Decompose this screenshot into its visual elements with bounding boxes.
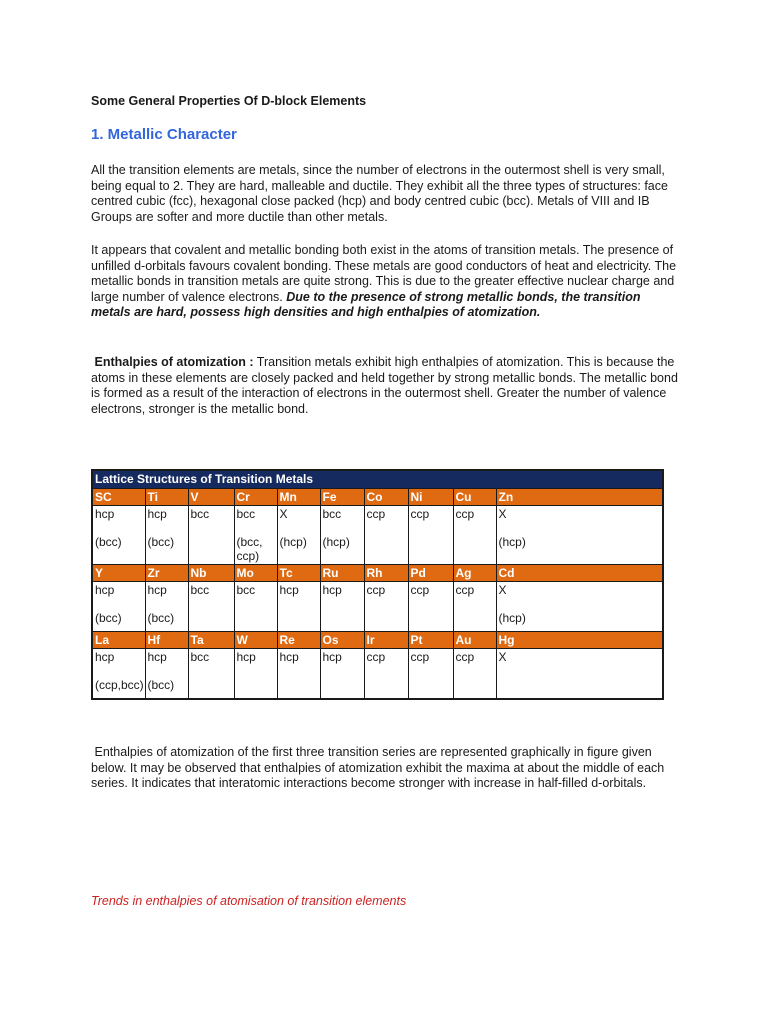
structure-cell <box>364 506 408 565</box>
element-symbol-cell: Au <box>453 632 496 649</box>
primary-structure: ccp <box>410 650 430 664</box>
structure-cell <box>496 649 663 700</box>
element-symbol-cell: Hg <box>496 632 663 649</box>
alternate-structure: (bcc) <box>147 535 175 549</box>
element-symbol-cell: Rh <box>364 565 408 582</box>
table-title-row <box>92 470 663 489</box>
paragraph-enthalpies-graph-text: Enthalpies of atomization of the first three transition series are represented graphically in figure given below. It may be observed that enthalpies of atomization exhibit the maxima at about the middle of each series. It indicates that interatomic interactions become stronger with increase in half-filled d-orbitals. <box>91 745 665 790</box>
primary-structure: ccp <box>410 583 430 597</box>
structure-cell <box>277 582 320 632</box>
structure-row <box>92 506 663 565</box>
element-symbol-cell: Cd <box>496 565 663 582</box>
primary-structure: hcp <box>147 507 167 521</box>
paragraph-bonding <box>91 243 679 321</box>
element-symbol-cell: Co <box>364 489 408 506</box>
structure-cell <box>364 649 408 700</box>
primary-structure: ccp <box>455 583 475 597</box>
paragraph-enthalpies-graph <box>91 745 679 792</box>
alternate-structure: (hcp) <box>279 535 307 549</box>
structure-row <box>92 649 663 700</box>
structure-cell <box>145 506 188 565</box>
element-symbol-cell: Zr <box>145 565 188 582</box>
structure-cell <box>408 649 453 700</box>
structure-cell <box>320 506 364 565</box>
structure-cell <box>453 506 496 565</box>
structure-cell <box>408 582 453 632</box>
element-symbol-cell: Pd <box>408 565 453 582</box>
primary-structure: hcp <box>147 583 167 597</box>
element-symbol-cell: Ir <box>364 632 408 649</box>
primary-structure: hcp <box>147 650 167 664</box>
primary-structure: X <box>279 507 288 521</box>
paragraph-bonding-text: It appears that covalent and metallic bonding both exist in the atoms of transition metals. The presence of unfilled d-orbitals favours covalent bonding. These metals are good conductors of heat and electricity. The metallic bonds in transition metals are quite strong. This is due to the greater effective nuclear charge and large number of valence electrons. <box>91 243 677 304</box>
primary-structure: hcp <box>95 650 115 664</box>
element-symbol-cell: Zn <box>496 489 663 506</box>
primary-structure: ccp <box>366 650 386 664</box>
structure-cell <box>234 582 277 632</box>
paragraph-bonding-emphasis: Due to the presence of strong metallic bonds, the transition metals are hard, possess high densities and high enthalpies of atomization. <box>91 289 641 319</box>
element-symbol-cell: Nb <box>188 565 234 582</box>
primary-structure: hcp <box>279 583 299 597</box>
primary-structure: hcp <box>95 507 115 521</box>
element-symbol-cell: Cr <box>234 489 277 506</box>
alternate-structure: (hcp) <box>498 611 526 625</box>
primary-structure: ccp <box>410 507 430 521</box>
alternate-structure: (bcc, ccp) <box>236 535 263 563</box>
element-symbol-cell: Os <box>320 632 364 649</box>
element-symbol-cell: Mo <box>234 565 277 582</box>
paragraph-metals-structures: All the transition elements are metals, since the number of electrons in the outermost shell is very small, being equal to 2. They are hard, malleable and ductile. They exhibit all the three types of structures: face centred cubic (fcc), hexagonal close packed (hcp) and body centred cubic (bcc). Metals of VIII and IB Groups are softer and more ductile than other metals. <box>91 163 668 224</box>
alternate-structure: (ccp,bcc) <box>95 678 144 692</box>
element-symbol-cell: Ni <box>408 489 453 506</box>
paragraph-enthalpies-label: Enthalpies of atomization : <box>94 355 254 369</box>
structure-cell <box>234 649 277 700</box>
primary-structure: ccp <box>455 650 475 664</box>
element-header-row <box>92 632 663 649</box>
primary-structure: X <box>498 507 507 521</box>
primary-structure: bcc <box>190 583 210 597</box>
structure-cell <box>453 649 496 700</box>
primary-structure: hcp <box>322 650 342 664</box>
lattice-structures-table <box>91 469 664 700</box>
primary-structure: bcc <box>236 507 256 521</box>
element-symbol-cell: V <box>188 489 234 506</box>
primary-structure: X <box>498 583 507 597</box>
structure-cell <box>145 582 188 632</box>
alternate-structure: (hcp) <box>498 535 526 549</box>
primary-structure: hcp <box>279 650 299 664</box>
element-symbol-cell: Tc <box>277 565 320 582</box>
structure-cell <box>92 582 145 632</box>
element-symbol-cell: Fe <box>320 489 364 506</box>
alternate-structure: (bcc) <box>147 678 175 692</box>
structure-cell <box>92 506 145 565</box>
section-heading-metallic-character: 1. Metallic Character <box>91 126 237 143</box>
element-symbol-cell: Cu <box>453 489 496 506</box>
document-title: Some General Properties Of D-block Elements <box>91 94 367 108</box>
primary-structure: ccp <box>366 583 386 597</box>
structure-cell <box>188 506 234 565</box>
primary-structure: bcc <box>190 650 210 664</box>
structure-cell <box>408 506 453 565</box>
structure-cell <box>145 649 188 700</box>
structure-cell <box>92 649 145 700</box>
table-title: Lattice Structures of Transition Metals <box>92 470 663 489</box>
alternate-structure: (bcc) <box>95 611 122 625</box>
element-symbol-cell: Ag <box>453 565 496 582</box>
element-symbol-cell: W <box>234 632 277 649</box>
structure-cell <box>364 582 408 632</box>
primary-structure: hcp <box>236 650 256 664</box>
primary-structure: bcc <box>190 507 210 521</box>
element-symbol-cell: Ti <box>145 489 188 506</box>
element-symbol-cell: Y <box>92 565 145 582</box>
primary-structure: hcp <box>95 583 115 597</box>
structure-row <box>92 582 663 632</box>
structure-cell <box>188 649 234 700</box>
element-header-row <box>92 489 663 506</box>
primary-structure: ccp <box>366 507 386 521</box>
structure-cell <box>188 582 234 632</box>
primary-structure: hcp <box>322 583 342 597</box>
element-symbol-cell: Mn <box>277 489 320 506</box>
element-header-row <box>92 565 663 582</box>
paragraph-enthalpies-text: Transition metals exhibit high enthalpies of atomization. This is because the atoms in these elements are closely packed and held together by strong metallic bonds. The metallic bond is formed as a result of the interaction of electrons in the outermost shell. Greater the number of valence electrons, stronger is the metallic bond. <box>91 355 678 416</box>
structure-cell <box>496 506 663 565</box>
structure-cell <box>320 649 364 700</box>
structure-cell <box>234 506 277 565</box>
structure-cell <box>453 582 496 632</box>
alternate-structure: (bcc) <box>147 611 175 625</box>
element-symbol-cell: La <box>92 632 145 649</box>
alternate-structure: (hcp) <box>322 535 350 549</box>
element-symbol-cell: Hf <box>145 632 188 649</box>
primary-structure: ccp <box>455 507 475 521</box>
structure-cell <box>277 649 320 700</box>
primary-structure: bcc <box>236 583 256 597</box>
element-symbol-cell: Re <box>277 632 320 649</box>
primary-structure: X <box>498 650 507 664</box>
primary-structure: bcc <box>322 507 342 521</box>
structure-cell <box>496 582 663 632</box>
structure-cell <box>277 506 320 565</box>
alternate-structure: (bcc) <box>95 535 122 549</box>
paragraph-enthalpies <box>91 355 679 417</box>
element-symbol-cell: SC <box>92 489 145 506</box>
element-symbol-cell: Ta <box>188 632 234 649</box>
element-symbol-cell: Pt <box>408 632 453 649</box>
structure-cell <box>320 582 364 632</box>
figure-caption: Trends in enthalpies of atomisation of transition elements <box>91 894 407 908</box>
element-symbol-cell: Ru <box>320 565 364 582</box>
